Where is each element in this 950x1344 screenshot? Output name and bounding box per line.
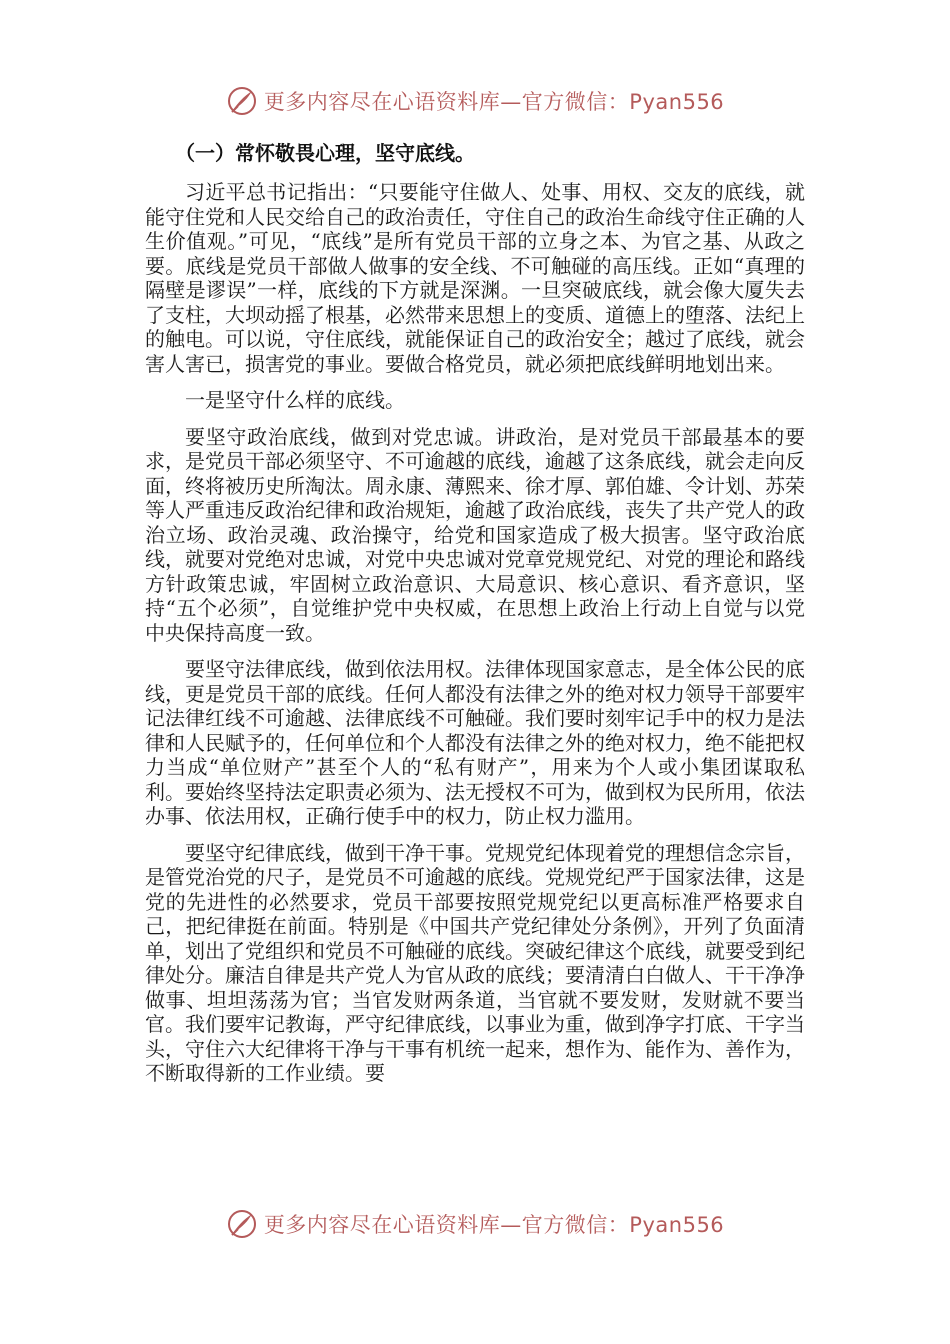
watermark-banner-bottom: [0, 1208, 950, 1240]
watermark-banner-top: [0, 85, 950, 117]
section-heading: （一）常怀敬畏心理，坚守底线。: [175, 141, 475, 165]
paragraph: 习近平总书记指出：“只要能守住做人、处事、用权、交友的底线，就能守住党和人民交给自己的政治责任，守住自己的政治生命线守住正确的人生价值观。”可见，“底线”是所有党员干部的立身之本、为官之基、从政之要。底线是党员干部做人做事的安全线、不可触碰的高压线。正如“真理的隔壁是谬误”一样，底线的下方就是深渊。一旦突破底线，就会像大厦失去了支柱，大坝动摇了根基，必然带来思想上的变质、道德上的堕落、法纪上的触电。可以说，守住底线，就能保证自己的政治安全；越过了底线，就会害人害已，损害党的事业。要做合格党员，就必须把底线鲜明地划出来。: [145, 180, 805, 376]
watermark-text: 更多内容尽在心语资料库—官方微信：Pyan556: [263, 1213, 725, 1237]
feather-pen-logo-icon: [226, 85, 258, 117]
paragraph: 一是坚守什么样的底线。: [185, 388, 405, 412]
watermark-text: 更多内容尽在心语资料库—官方微信：Pyan556: [263, 90, 725, 114]
paragraph: 要坚守政治底线，做到对党忠诚。讲政治，是对党员干部最基本的要求，是党员干部必须坚守、不可逾越的底线，逾越了这条底线，就会走向反面，终将被历史所淘汰。周永康、薄熙来、徐才厚、郭伯雄、令计划、苏荣等人严重违反政治纪律和政治规矩，逾越了政治底线，丧失了共产党人的政治立场、政治灵魂、政治操守，给党和国家造成了极大损害。坚守政治底线，就要对党绝对忠诚，对党中央忠诚对党章党规党纪、对党的理论和路线方针政策忠诚，牢固树立政治意识、大局意识、核心意识、看齐意识，坚持“五个必须”，自觉维护党中央权威，在思想上政治上行动上自觉与以党中央保持高度一致。: [145, 424, 805, 645]
paragraph: 要坚守法律底线，做到依法用权。法律体现国家意志，是全体公民的底线，更是党员干部的底线。任何人都没有法律之外的绝对权力领导干部要牢记法律红线不可逾越、法律底线不可触碰。我们要时刻牢记手中的权力是法律和人民赋予的，任何单位和个人都没有法律之外的绝对权力，绝不能把权力当成“单位财产”甚至个人的“私有财产”，用来为个人或小集团谋取私利。要始终坚持法定职责必须为、法无授权不可为，做到权为民所用，依法办事、依法用权，正确行使手中的权力，防止权力滥用。: [145, 657, 805, 828]
feather-pen-logo-icon: [226, 1208, 258, 1240]
document-body: [145, 140, 805, 1098]
paragraph: 要坚守纪律底线，做到干净干事。党规党纪体现着党的理想信念宗旨，是管党治党的尺子，是党员不可逾越的底线。党规党纪严于国家法律，这是党的先进性的必然要求，党员干部要按照党规党纪以更高标准严格要求自己，把纪律挺在前面。特别是《中国共产党纪律处分条例》，开列了负面清单，划出了党组织和党员不可触碰的底线。突破纪律这个底线，就要受到纪律处分。廉洁自律是共产党人为官从政的底线；要清清白白做人、干干净净做事、坦坦荡荡为官；当官发财两条道，当官就不要发财，发财就不要当官。我们要牢记教诲，严守纪律底线，以事业为重，做到净字打底、干字当头，守住六大纪律将干净与干事有机统一起来，想作为、能作为、善作为，不断取得新的工作业绩。要: [145, 840, 805, 1085]
